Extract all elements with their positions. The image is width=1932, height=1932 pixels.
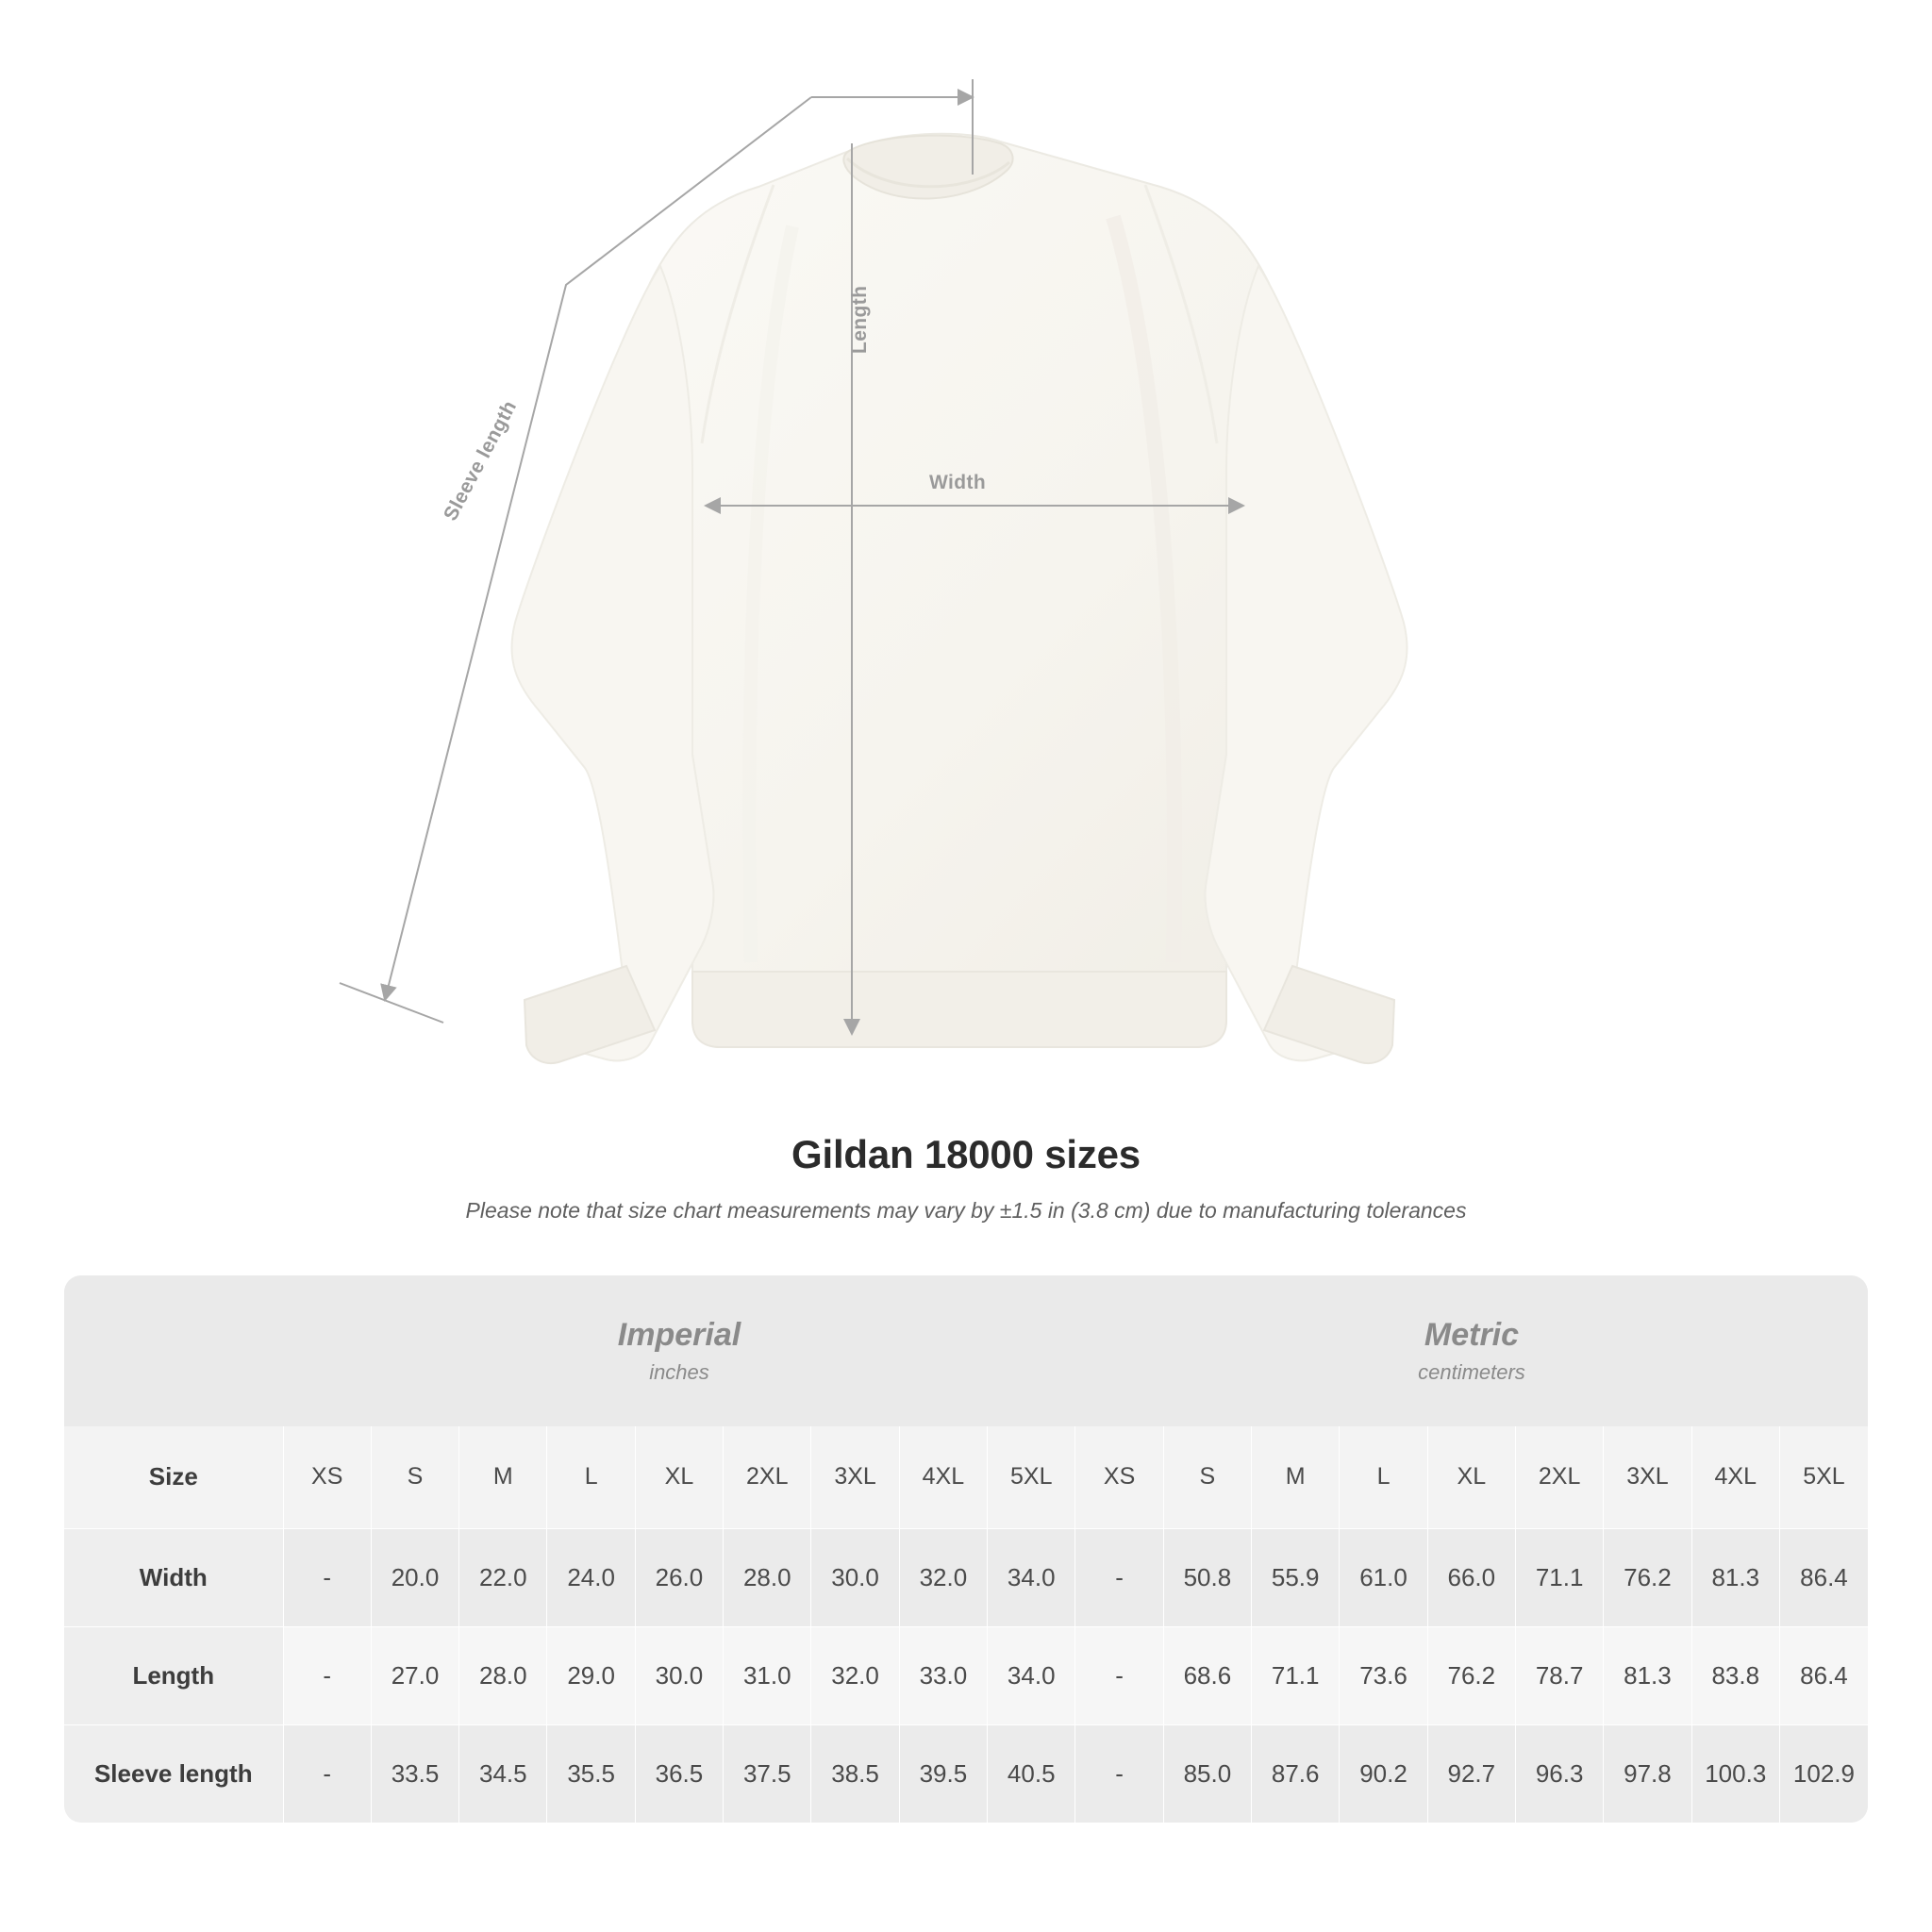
- imperial-sub: inches: [649, 1359, 709, 1384]
- length-0: -: [283, 1626, 371, 1724]
- length-dimension-label: Length: [849, 285, 871, 354]
- size-col-11: M: [1252, 1426, 1340, 1528]
- size-col-13: XL: [1427, 1426, 1515, 1528]
- width-13: 66.0: [1427, 1528, 1515, 1626]
- length-10: 68.6: [1163, 1626, 1251, 1724]
- sleeve-9: -: [1075, 1724, 1163, 1823]
- size-table-container: [64, 1275, 1868, 1823]
- sleeve-length-dimension-label: Sleeve length: [440, 396, 522, 525]
- sleeve-10: 85.0: [1163, 1724, 1251, 1823]
- size-col-8: 5XL: [988, 1426, 1075, 1528]
- page-title: Gildan 18000 sizes: [791, 1132, 1141, 1176]
- width-6: 30.0: [811, 1528, 899, 1626]
- sleeve-16: 100.3: [1691, 1724, 1779, 1823]
- size-col-9: XS: [1075, 1426, 1163, 1528]
- imperial-header: [283, 1275, 1075, 1426]
- width-17: 86.4: [1779, 1528, 1868, 1626]
- table-row: [64, 1626, 1868, 1724]
- sleeve-3: 35.5: [547, 1724, 635, 1823]
- row-label-width: Width: [64, 1528, 283, 1626]
- width-10: 50.8: [1163, 1528, 1251, 1626]
- sleeve-7: 39.5: [899, 1724, 987, 1823]
- size-col-12: L: [1340, 1426, 1427, 1528]
- size-col-17: 5XL: [1779, 1426, 1868, 1528]
- length-13: 76.2: [1427, 1626, 1515, 1724]
- width-11: 55.9: [1252, 1528, 1340, 1626]
- width-2: 22.0: [459, 1528, 547, 1626]
- sleeve-6: 38.5: [811, 1724, 899, 1823]
- length-17: 86.4: [1779, 1626, 1868, 1724]
- size-col-5: 2XL: [724, 1426, 811, 1528]
- size-col-4: XL: [635, 1426, 723, 1528]
- size-col-0: XS: [283, 1426, 371, 1528]
- table-row: [64, 1528, 1868, 1626]
- width-7: 32.0: [899, 1528, 987, 1626]
- length-7: 33.0: [899, 1626, 987, 1724]
- width-3: 24.0: [547, 1528, 635, 1626]
- title-block: [0, 1132, 1932, 1224]
- sleeve-12: 90.2: [1340, 1724, 1427, 1823]
- width-4: 26.0: [635, 1528, 723, 1626]
- size-col-14: 2XL: [1515, 1426, 1603, 1528]
- length-2: 28.0: [459, 1626, 547, 1724]
- size-label: Size: [64, 1426, 283, 1528]
- size-col-15: 3XL: [1604, 1426, 1691, 1528]
- imperial-name: Imperial: [617, 1317, 741, 1354]
- width-15: 76.2: [1604, 1528, 1691, 1626]
- length-3: 29.0: [547, 1626, 635, 1724]
- width-12: 61.0: [1340, 1528, 1427, 1626]
- tolerance-note: Please note that size chart measurements may vary by ±1.5 in (3.8 cm) due to manufacturing tolerances: [465, 1198, 1467, 1223]
- size-col-10: S: [1163, 1426, 1251, 1528]
- length-11: 71.1: [1252, 1626, 1340, 1724]
- row-label-sleeve-length: Sleeve length: [64, 1724, 283, 1823]
- length-1: 27.0: [371, 1626, 458, 1724]
- sleeve-17: 102.9: [1779, 1724, 1868, 1823]
- length-14: 78.7: [1515, 1626, 1603, 1724]
- length-12: 73.6: [1340, 1626, 1427, 1724]
- sleeve-11: 87.6: [1252, 1724, 1340, 1823]
- sleeve-8: 40.5: [988, 1724, 1075, 1823]
- width-1: 20.0: [371, 1528, 458, 1626]
- metric-sub: centimeters: [1418, 1359, 1525, 1384]
- size-table: [64, 1275, 1868, 1823]
- width-0: -: [283, 1528, 371, 1626]
- unit-header-spacer: [64, 1275, 283, 1426]
- size-col-6: 3XL: [811, 1426, 899, 1528]
- unit-header-row: [64, 1275, 1868, 1426]
- metric-header: [1075, 1275, 1868, 1426]
- sweatshirt-shape: [511, 134, 1407, 1063]
- length-16: 83.8: [1691, 1626, 1779, 1724]
- sleeve-15: 97.8: [1604, 1724, 1691, 1823]
- size-col-1: S: [371, 1426, 458, 1528]
- size-col-16: 4XL: [1691, 1426, 1779, 1528]
- width-16: 81.3: [1691, 1528, 1779, 1626]
- metric-name: Metric: [1424, 1317, 1520, 1354]
- width-dimension-label: Width: [929, 472, 987, 493]
- width-5: 28.0: [724, 1528, 811, 1626]
- width-9: -: [1075, 1528, 1163, 1626]
- sleeve-5: 37.5: [724, 1724, 811, 1823]
- length-5: 31.0: [724, 1626, 811, 1724]
- sleeve-13: 92.7: [1427, 1724, 1515, 1823]
- sleeve-14: 96.3: [1515, 1724, 1603, 1823]
- size-col-3: L: [547, 1426, 635, 1528]
- width-14: 71.1: [1515, 1528, 1603, 1626]
- size-header-row: [64, 1426, 1868, 1528]
- length-8: 34.0: [988, 1626, 1075, 1724]
- sleeve-2: 34.5: [459, 1724, 547, 1823]
- row-label-length: Length: [64, 1626, 283, 1724]
- length-15: 81.3: [1604, 1626, 1691, 1724]
- width-8: 34.0: [988, 1528, 1075, 1626]
- sleeve-end-tick: [340, 983, 443, 1023]
- sleeve-1: 33.5: [371, 1724, 458, 1823]
- length-6: 32.0: [811, 1626, 899, 1724]
- length-4: 30.0: [635, 1626, 723, 1724]
- size-col-7: 4XL: [899, 1426, 987, 1528]
- sleeve-0: -: [283, 1724, 371, 1823]
- length-9: -: [1075, 1626, 1163, 1724]
- sleeve-4: 36.5: [635, 1724, 723, 1823]
- table-row: [64, 1724, 1868, 1823]
- size-col-2: M: [459, 1426, 547, 1528]
